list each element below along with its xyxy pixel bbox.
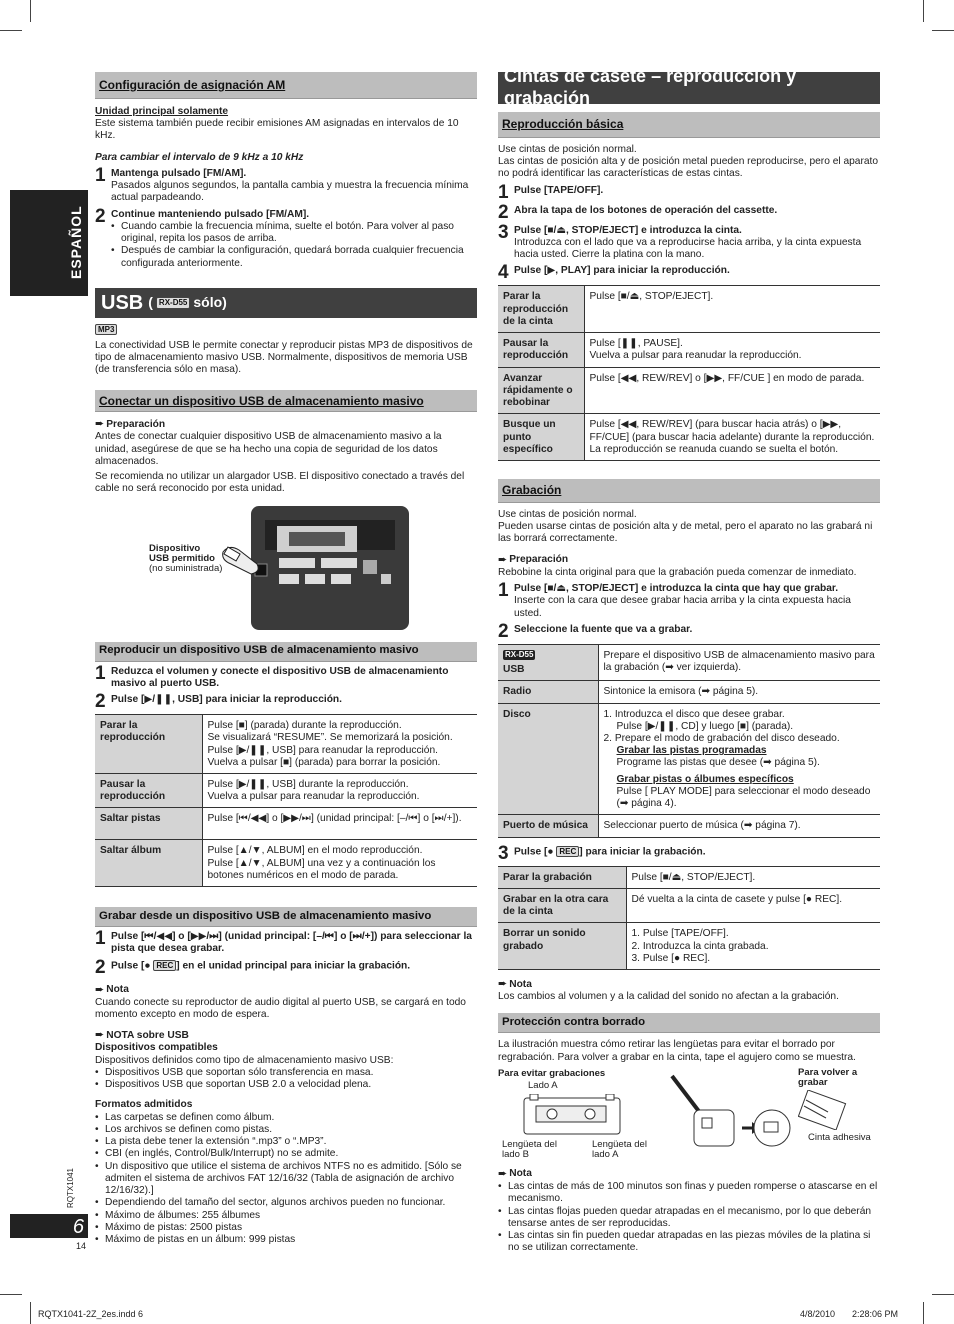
cassette-icon (522, 1094, 622, 1138)
doc-code-vertical: RQTX1041 (66, 1168, 75, 1209)
prep-text: Antes de conectar cualquier dispositivo USB de almacenamiento masivo a la unidad, asegúrese de que se ha hecho una copia de seguridad de los datos almacenados. (95, 431, 442, 467)
crop-mark (0, 30, 22, 31)
bullet: • Dispositivos USB que soportan USB 2.0 a velocidad plena. (95, 1079, 477, 1091)
usb-record-heading: Grabar desde un dispositivo USB de almacenamiento masivo (95, 907, 477, 927)
bullet: • Las cintas sin fin pueden quedar atrapadas en las piezas móviles de la platina si no se utilizan correctamente. (498, 1230, 880, 1254)
footer-file: RQTX1041-2Z_2es.indd 6 (38, 1309, 144, 1319)
preparation-label: ➨ Preparación (95, 418, 166, 431)
preparation-label: ➨ Preparación (498, 553, 569, 566)
bullet: • Las carpetas se definen como álbum. (95, 1112, 477, 1124)
crop-mark (30, 1302, 31, 1324)
usb-intro: La conectividad USB le permite conectar y reproducir pistas MP3 de dispositivos de tipo de almacenamiento masivo USB. Normalmente, dispositivos de memoria USB (de transferencia sólo en masa). (95, 339, 473, 375)
table-row: Avanzar rápidamente o rebobinar Pulse [◀◀, REW/REV] o [▶▶, FF/CUE ] en modo de parada. (498, 367, 880, 414)
usb-connect-heading: Conectar un dispositivo USB de almacenamiento masivo (95, 390, 477, 412)
usb-play-step-1: 1 Reduzca el volumen y conecte el dispositivo USB de almacenamiento masivo al puerto USB. (95, 662, 449, 689)
usb-play-heading: Reproducir un dispositivo USB de almacenamiento masivo (95, 642, 477, 662)
table-row: Parar la reproducción Pulse [■] (parada) durante la reproducción. Se visualizará “RESUME”. Se memorizará la posición. Pulse [▶/❚❚, USB] para reanudar la reproducción. Vuelva a pulsar [■] (parada) para borrar la posición. (95, 715, 477, 774)
table-row: Grabar en la otra cara de la cinta Dé vuelta a la cinta de casete y pulse [● REC]. (498, 888, 880, 922)
crop-mark (0, 1294, 22, 1295)
protect-text: La ilustración muestra cómo retirar las lengüetas para evitar el borrado por regrabación. Para volver a grabar en la cinta, tape el agujero como se muestra. (498, 1039, 856, 1063)
nota-label: ➨ Nota (498, 1167, 532, 1180)
basic-step-4: 4 Pulse [▶, PLAY] para iniciar la reproducción. (498, 262, 730, 284)
left-column (95, 72, 477, 1246)
record-table (498, 866, 880, 970)
tape-cover-icon (798, 1090, 848, 1130)
bullet: • Las cintas flojas pueden quedar atrapadas en el mecanismo, por lo que deberán tensarse antes de ser reproducidas. (498, 1206, 880, 1230)
recording-intro: Use cintas de posición normal. Pueden usarse cintas de posición alta y de metal, pero el aparato no las grabará ni las borrará correctamente. (498, 508, 873, 545)
basic-play-table (498, 285, 880, 461)
bullet: • Dispositivos USB que soportan sólo transferencia en masa. (95, 1067, 477, 1079)
rec-step-1: 1 Pulse [■/⏏, STOP/EJECT] e introduzca la cinta que hay que grabar. Inserte con la cara que desee grabar hacia arriba y la cinta expuesta hacia usted. (498, 580, 851, 619)
nota-label: ➨ Nota (498, 978, 532, 991)
bullet: • Un dispositivo que utilice el sistema de archivos NTFS no es admitido. [Sólo se admiten el sistema de archivos FAT 12/16/32 (Tabla de asignación de archivo 12/16/32).] (95, 1161, 477, 1198)
protect-heading: Protección contra borrado (498, 1013, 880, 1033)
am-subheading: Unidad principal solamente (95, 106, 229, 117)
bullet: • Máximo de álbumes: 255 álbumes (95, 1210, 477, 1222)
page-number-box: 6 (10, 1214, 88, 1238)
nota-text: Cuando conecte su reproductor de audio digital al puerto USB, se cargará en todo momento excepto en modo de espera. (95, 996, 466, 1021)
table-row: Parar la reproducción de la cinta Pulse [■/⏏, STOP/EJECT]. (498, 286, 880, 333)
source-table (498, 644, 880, 838)
table-row: Pausar la reproducción Pulse [❚❚, PAUSE]. Vuelva a pulsar para reanudar la reproducción. (498, 333, 880, 367)
usb-rec-step-2: 2 Pulse [● REC ] en el unidad principal para iniciar la grabación. (95, 956, 411, 978)
bullet: • Máximo de pistas: 2500 pistas (95, 1222, 477, 1234)
nota-usb-label: ➨ NOTA sobre USB (95, 1029, 189, 1042)
table-row: Saltar álbum Pulse [▲/▼, ALBUM] en el modo reproducción. Pulse [▲/▼, ALBUM] una vez y a continuación los botones numéricos en el modo de parada. (95, 840, 477, 887)
screwdriver-icon (668, 1072, 798, 1152)
am-italic-heading: Para cambiar el intervalo de 9 kHz a 10 kHz (95, 151, 304, 163)
table-row: Pausar la reproducción Pulse [▶/❚❚, USB] durante la reproducción. Vuelva a pulsar para reanudar la reproducción. (95, 774, 477, 808)
table-row: Radio Sintonice la emisora (➡ página 5). (498, 681, 880, 703)
nota-label: ➨ Nota (95, 983, 129, 996)
bullet: • Dependiendo del tamaño del sector, algunos archivos pueden no funcionar. (95, 1197, 477, 1209)
table-row: Parar la grabación Pulse [■/⏏, STOP/EJECT]. (498, 866, 880, 888)
compat-list (95, 1067, 477, 1091)
crop-mark (932, 30, 954, 31)
table-row: Puerto de música Seleccionar puerto de música (➡ página 7). (498, 815, 880, 837)
table-row: Busque un punto específico Pulse [◀◀, REW/REV] (para buscar hacia atrás) o [▶▶, FF/CUE] (para buscar hacia adelante) durante la reproducción. La reproducción se reanuda cuando se suelta el botón. (498, 414, 880, 461)
footer-date: 4/8/2010 (800, 1309, 836, 1319)
usb-device-figure: Dispositivo USB permitido (no suministrada) (95, 504, 477, 634)
crop-mark (30, 0, 31, 22)
usb-play-step-2: 2 Pulse [▶/❚❚, USB] para iniciar la reproducción. (95, 691, 342, 713)
page-small-number: 14 (76, 1241, 87, 1251)
cassette-title: Cintas de casete – reproducción y grabación (498, 72, 880, 104)
mp3-badge: MP3 (95, 324, 117, 336)
bullet: • Las cintas de más de 100 minutos son finas y pueden romperse o atascarse en el mecanismo. (498, 1181, 880, 1205)
basic-step-2: 2 Abra la tapa de los botones de operación del cassette. (498, 201, 778, 223)
compat-text: Dispositivos definidos como tipo de almacenamiento masivo USB: (95, 1054, 394, 1066)
right-column (498, 66, 880, 1255)
usb-play-table (95, 714, 477, 887)
compat-label: Dispositivos compatibles (95, 1042, 218, 1054)
am-step-2: 2 Continue manteniendo pulsado [FM/AM]. • Cuando cambie la frecuencia mínima, suelte el botón. Para volver al paso original, repita los pasos de arriba. • Después de cambiar la configuración, quedará borrada cualquier frecuencia configurada anteriormente. (95, 209, 477, 270)
formats-list (95, 1112, 477, 1247)
rec-step-2: 2 Seleccione la fuente que va a grabar. (498, 620, 693, 642)
am-heading: Configuración de asignación AM (95, 72, 477, 99)
bullet: • La pista debe tener la extensión “.mp3” o “.MP3”. (95, 1136, 477, 1148)
table-row: RX-D55 USB Prepare el dispositivo USB de almacenamiento masivo para la grabación (➡ ver izquierda). (498, 644, 880, 680)
table-row: Borrar un sonido grabado 1. Pulse [TAPE/OFF]. 2. Introduzca la cinta grabada. 3. Pulse [● REC]. (498, 923, 880, 970)
usb-title-bar: USB ( RX-D55 sólo) (95, 288, 477, 318)
crop-mark (932, 1294, 954, 1295)
bullet: • CBI (en inglés, Control/Bulk/Interrupt) no se admite. (95, 1148, 477, 1160)
crop-mark (923, 0, 924, 22)
basic-step-1: 1 Pulse [TAPE/OFF]. (498, 181, 604, 203)
formats-label: Formatos admitidos (95, 1099, 193, 1111)
bullet: • Cuando cambie la frecuencia mínima, suelte el botón. Para volver al paso original, repita los pasos de arriba. (111, 221, 477, 245)
basic-intro: Use cintas de posición normal. Las cintas de posición alta y de posición metal pueden reproducirse, pero el aparato no podrá identificar las características de estas cintas. (498, 144, 879, 180)
nota-list (498, 1181, 880, 1254)
bullet: • Después de cambiar la configuración, quedará borrada cualquier frecuencia configurada anteriormente. (111, 245, 477, 269)
protect-figure: Para evitar grabaciones Lado A Lengüeta del lado B Lengüeta del lado A Para volver a grabar Cinta adhesiva (498, 1066, 871, 1161)
usb-rec-step-1: 1 Pulse [⏮/◀◀] o [▶▶/⏭] (unidad principal: [–/⏮] o [⏭/+]) para seleccionar la pista que desea grabar. (95, 928, 472, 955)
footer-time: 2:28:06 PM (852, 1309, 899, 1319)
am-step-1: 1 Mantenga pulsado [FM/AM]. Pasados algunos segundos, la pantalla cambia y muestra la frecuencia mínima actual parpadeando. (95, 164, 469, 204)
am-intro: Este sistema también puede recibir emisiones AM asignadas en intervalos de 10 kHz. (95, 118, 459, 142)
basic-play-heading: Reproducción básica (498, 112, 880, 138)
prep-text-2: Se recomienda no utilizar un alargador USB. El dispositivo conectado a través del cable no será reconocido por esta unidad. (95, 471, 465, 495)
recording-heading: Grabación (498, 479, 880, 503)
nota-text: Los cambios al volumen y a la calidad del sonido no afectan a la grabación. (498, 991, 839, 1003)
rec-step-3: 3 Pulse [● REC ] para iniciar la grabación. (498, 842, 706, 864)
bullet: • Máximo de pistas en un álbum: 999 pistas (95, 1234, 477, 1246)
crop-mark (923, 1302, 924, 1324)
basic-step-3: 3 Pulse [■/⏏, STOP/EJECT] e introduzca la cinta. Introduzca con el lado que va a reproducirse hacia arriba, y la cinta expuesta hacia usted. Cierre la platina con la mano. (498, 221, 862, 261)
language-tab: ESPAÑOL (10, 190, 88, 296)
table-row: Disco 1. Introduzca el disco que desee grabar. Pulse [▶/❚❚, CD] y luego [■] (parada). 2. Prepare el modo de grabación del disco deseado. Grabar las pistas programadas Programe las pistas que desee (➡ página 5). Grabar pistas o álbumes específicos Pulse [ PLAY MODE] para seleccionar el modo deseado (➡ página 4). (498, 703, 880, 815)
prep-text: Rebobine la cinta original para que la grabación pueda comenzar de inmediato. (498, 566, 857, 578)
bullet: • Los archivos se definen como pistas. (95, 1124, 477, 1136)
table-row: Saltar pistas Pulse [⏮/◀◀] o [▶▶/⏭] (unidad principal: [–/⏮] o [⏭/+]). (95, 808, 477, 840)
